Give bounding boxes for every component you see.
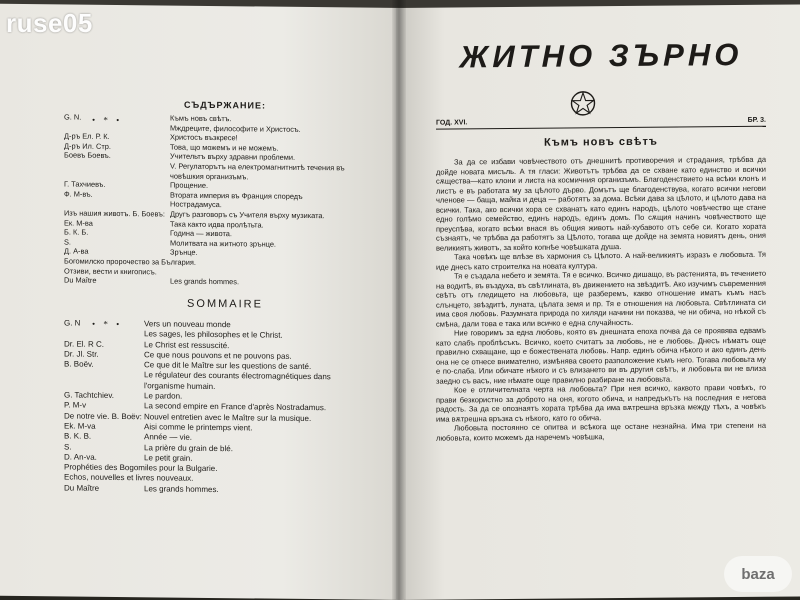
contents-title: Молитвата на житното зрънце.	[170, 238, 276, 249]
contents-author: Echos, nouvelles et livres nouveaux.	[64, 472, 194, 484]
contents-author: Ф. М-въ.	[64, 189, 93, 199]
paragraph: За да се избави човѣчеството отъ днешнитѣ противоречия и страдания, трѣбва да дойде новата мисъль. А тя гласи: Животътъ трѣбва да се схване като единство и всички сѫщества—като клони и листа на космичния организъмъ. Благоденствието на всѣки клонъ и листъ е въ работата му за цѣлото дърво. Домътъ ще благоденствува, когато всички негови членове — баща, майка и деца — работятъ за дома. Всѣки дава за цѣлото, и цѣлото дава на всички. Така, ако всички хора се схванатъ като единъ народъ, цѣлото човѣчество ще стане едно голѣмо семейство, единъ народъ, единъ домъ. По сѫщия начинъ човѣчеството ще преуспѣва, когато всѣки внася въ общия животъ най-хубавото отъ себе си. Когато хората съзнаятъ, че трѣбва да работятъ за Цѣлото, тогава ще дойде на земята новиятъ день, ония великиятъ животъ, за който копнѣе човѣшката душа.	[436, 154, 766, 253]
contents-title: Le pardon.	[144, 391, 183, 401]
contents-title: Nouvel entretien avec le Maître sur la musique.	[144, 411, 312, 423]
contents-list-fr	[64, 318, 354, 496]
article-body	[436, 155, 766, 443]
contents-title: La second empire en France d'après Nostradamus.	[144, 401, 327, 413]
contents-heading-fr: SOMMAIRE	[187, 297, 263, 311]
contents-author: Д. А-ва	[64, 246, 89, 257]
paragraph: Тя е създала небето и земята. Тя е всичко. Всичко дишащо, въ растенията, въ течението на водитѣ, въ въздуха, въ свѣтлината, въ движението на звѣздитѣ. Ако изучимъ съвременния свѣтъ отъ гледището на любовьта, ще разберемъ, какво отношение иматъ къмъ насъ слънцето, звѣздитѣ, луната, цѣлата земя и пр. Тя е отношения на любовьта. Свѣтлината си има своя любовь. Разумната природа по хиляди начини ни показва, че ни обича, но нѣкой съ смѣна, дали това е така или всичко е една случайность.	[436, 268, 766, 329]
contents-title: Les sages, les philosophes et le Christ.	[144, 329, 283, 341]
left-page	[0, 4, 404, 600]
contents-title: Втората империя въ Франция споредъ Нострадамуса.	[170, 190, 303, 210]
contents-author: Du Maître	[64, 483, 100, 493]
contents-author: Боевъ Боевъ.	[64, 150, 111, 161]
paragraph: Любовьта постоянно се опитва и всѣкога ще остане незнайна. Има три степени на любовьта, които можемъ да наречемъ човѣшка,	[436, 420, 766, 443]
contents-author: G. Tachtchiev.	[64, 390, 114, 401]
contents-author: De notre vie. B. Boëv:	[64, 411, 142, 421]
contents-author: Д-ръ Ел. Р. К.	[64, 131, 110, 142]
contents-author: B. Boëv.	[64, 359, 94, 369]
contents-author: B. K. B.	[64, 431, 92, 441]
contents-author: Д-ръ Ил. Стр.	[64, 141, 111, 151]
contents-author: Prophéties des Bogomiles pour la Bulgarie.	[64, 462, 218, 474]
contents-title: Мждреците, философите и Христосъ.	[170, 123, 301, 134]
contents-title: Къмъ новъ свѣтъ.	[170, 113, 232, 124]
corner-badge: baza	[724, 556, 792, 592]
volume-year: ГОД. XVI.	[436, 119, 468, 127]
contents-title: Христосъ възкресе!	[170, 132, 238, 143]
contents-title: Aisi comme le printemps vient.	[144, 422, 253, 433]
watermark-logo: ruse05	[6, 8, 93, 38]
contents-author: G. N.	[64, 112, 82, 122]
book-gutter	[392, 0, 406, 600]
contents-title: V. Регулаторътъ на електромагнитнитѣ течения въ човѣшкия организъмъ.	[170, 161, 345, 181]
masthead-title: ЖИТНО ЗЪРНО	[459, 36, 743, 75]
contents-heading-bg: СЪДЪРЖАНИЕ:	[184, 99, 266, 111]
contents-title: Vers un nouveau monde	[144, 319, 231, 330]
contents-title: La prière du grain de blé.	[144, 442, 233, 453]
contents-title: Така както идва пролѣтьта.	[170, 219, 264, 230]
contents-author: S.	[64, 237, 71, 247]
contents-author: Dr. El. R C.	[64, 339, 105, 349]
contents-author: S.	[64, 442, 72, 452]
issue-header	[436, 117, 766, 130]
contents-title: Учительтъ върху здравни проблеми.	[170, 151, 296, 163]
paragraph: Така човѣкъ ще влѣзе въ хармония съ Цѣлото. А най-великиятъ изразъ е любовьта. Тя иде днесъ като строителка на новата култура.	[436, 249, 766, 272]
contents-title: Les grands hommes.	[144, 484, 219, 494]
right-page	[396, 4, 800, 600]
contents-title: Les grands hommes.	[170, 276, 240, 287]
contents-title: Това, що можемъ и не можемъ.	[170, 142, 279, 153]
contents-title: Зрънце.	[170, 247, 198, 258]
contents-title: Ce que dit le Maître sur les questions de santé.	[144, 360, 312, 372]
contents-author	[64, 370, 144, 391]
contents-author: Отзиви, вести и книгописъ.	[64, 265, 157, 276]
contents-author: Г. Тахчиевъ.	[64, 179, 106, 190]
contents-author: Богомилско пророчество за България.	[64, 256, 196, 267]
contents-author: Изъ нашия животъ. Б. Боевъ:	[64, 208, 165, 219]
contents-author	[64, 160, 170, 180]
contents-title: Прощение.	[170, 180, 209, 191]
ornament-stars-fr: • * •	[92, 318, 123, 330]
contents-author: P. M-v	[64, 400, 87, 411]
paragraph: Кое е отличителната черта на любовьта? При нея всичко, каквото прави човѣкъ, го прави безкористно за доброто на оня, когото обича, и напредъкътъ на последния е негова радость. За да се опознаятъ хората трѣбва да има вѫтрешна връзка между тѣхъ, а човѣкъ има вѫтрешна връзка съ нѣкого, като го обича.	[436, 382, 766, 424]
contents-title: Година — живота.	[170, 228, 232, 239]
contents-author: D. An-va.	[64, 452, 97, 462]
contents-title: Le petit grain.	[144, 453, 193, 463]
contents-author: Б. К. Б.	[64, 227, 89, 237]
issue-number: БР. 3.	[747, 116, 766, 124]
contents-title: Année — vie.	[144, 432, 193, 443]
contents-author: Ек. М-ва	[64, 217, 93, 228]
contents-list-bg	[64, 112, 354, 288]
paragraph: Ние говоримъ за една любовь, която въ днешната епоха почва да се проявява едвамъ като слабъ проблѣсъкъ. Всичко, което считатъ за любовь, не е любовь. Днесъ нѣматъ още правилно схващане, що е божествената любовь. Напр. единъ обича нѣкого и ако единъ день она не се отнесе внимателно, измѣнява своето разположение къмъ него. Тогава любовьта му е по-слаба. Или обичате нѣкого и съ влизането ви въ другия свѣтъ, и любовьта ви не влиза заедно съ васъ, ние нѣмате още правилно разбиране на любовьта.	[436, 325, 766, 386]
ornament-stars: • * •	[92, 114, 123, 126]
contents-author: Ek. M-va	[64, 421, 96, 431]
contents-author: G. N	[64, 318, 81, 328]
contents-author: Dr. Jl. Str.	[64, 349, 99, 359]
contents-author: Du Maître	[64, 275, 97, 285]
contents-title: Le Christ est ressuscité.	[144, 339, 230, 350]
contents-title: Другъ разговоръ съ Учителя върху музиката.	[170, 209, 325, 221]
article-title: Къмъ новъ свѣтъ	[544, 135, 658, 149]
contents-title: Le régulateur des courants électromagnétiques dans l'organisme humain.	[144, 370, 331, 391]
contents-title: Ce que nous pouvons et ne pouvons pas.	[144, 350, 292, 361]
contents-row	[64, 483, 354, 496]
contents-row	[64, 276, 354, 289]
